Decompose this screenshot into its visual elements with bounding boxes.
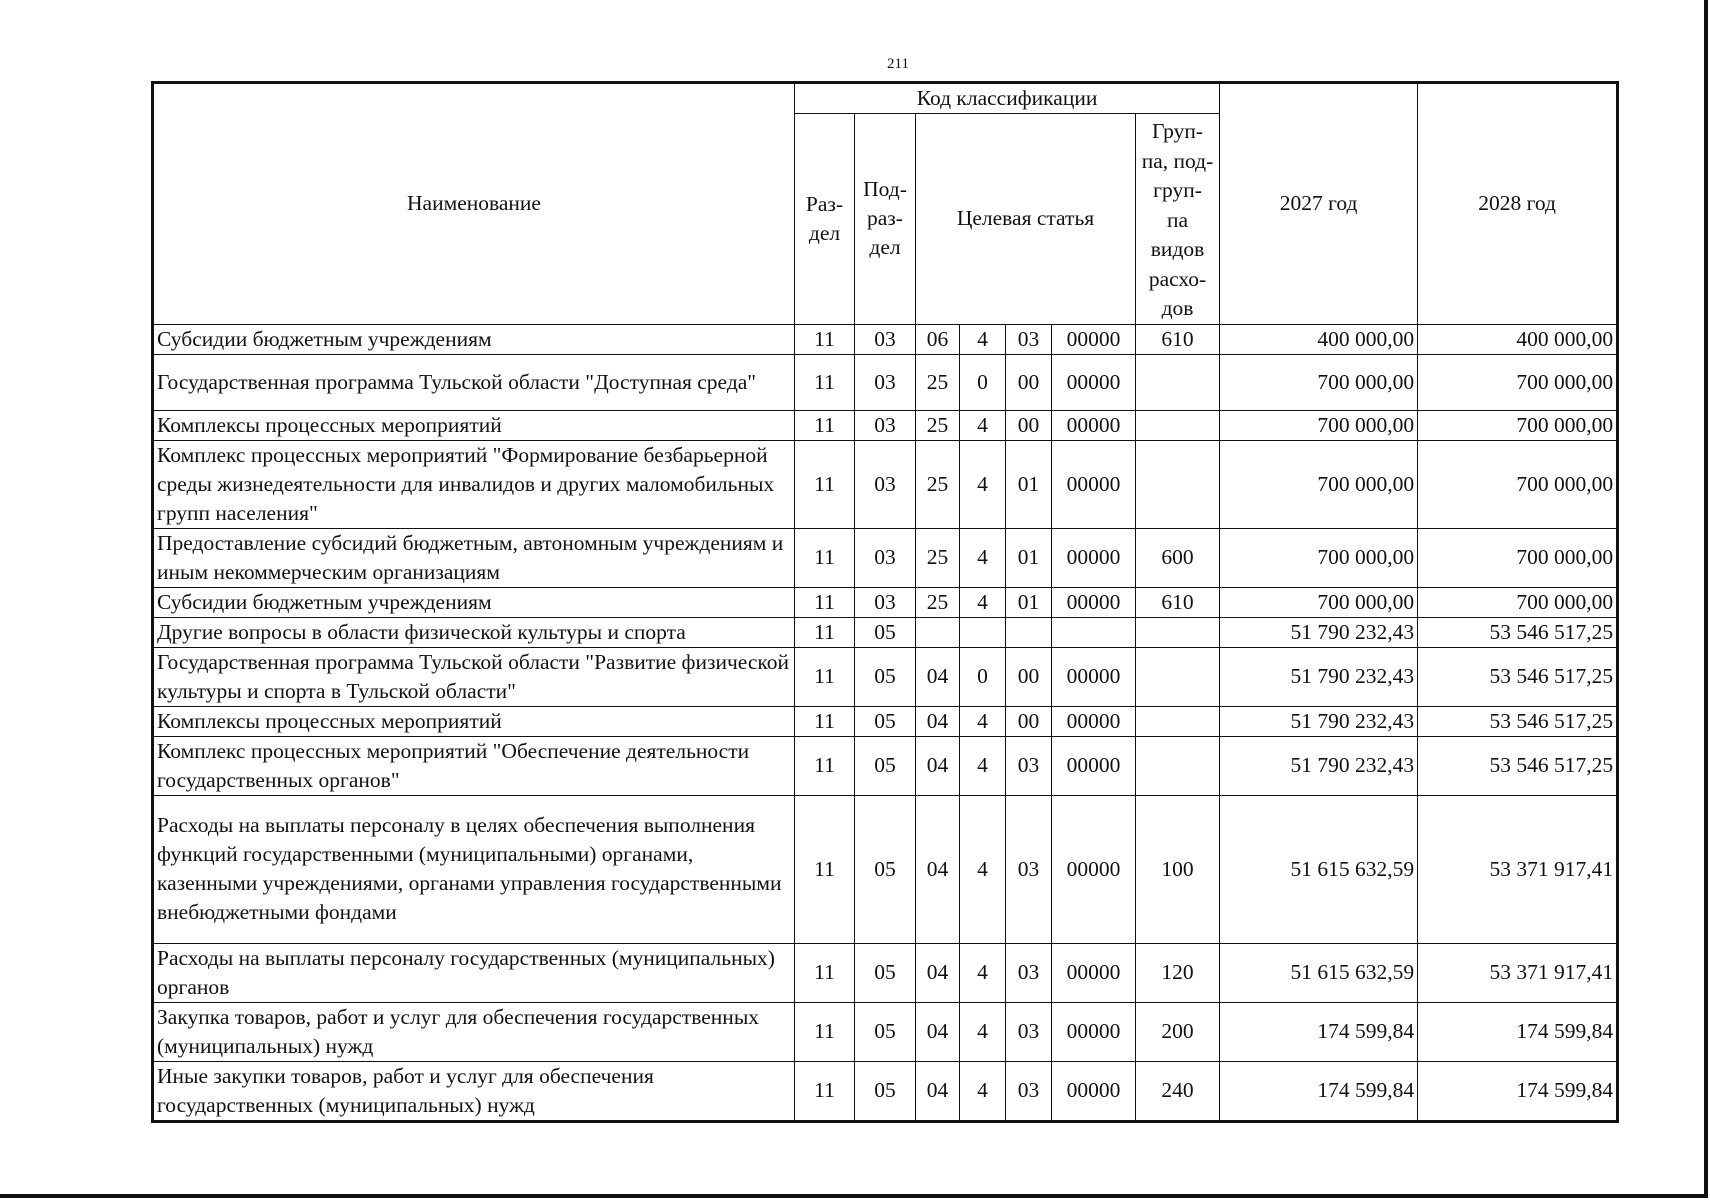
- row-target-program: 06: [916, 324, 960, 354]
- row-section: 11: [795, 410, 855, 440]
- header-code-classification: Код классификации: [795, 83, 1220, 114]
- row-target-direction: 00000: [1052, 410, 1136, 440]
- row-amount-2027: 174 599,84: [1220, 1002, 1418, 1061]
- row-name: Комплекс процессных мероприятий "Обеспечение деятельности государственных органов": [153, 736, 795, 795]
- row-amount-2028: 53 371 917,41: [1418, 943, 1618, 1002]
- row-name: Расходы на выплаты персоналу государственных (муниципальных) органов: [153, 943, 795, 1002]
- row-target-complex: 03: [1006, 795, 1052, 943]
- header-target-article: Целевая статья: [916, 114, 1136, 325]
- row-amount-2027: 700 000,00: [1220, 354, 1418, 410]
- row-subsection: 05: [855, 1061, 916, 1121]
- row-target-program: 04: [916, 795, 960, 943]
- row-subsection: 05: [855, 1002, 916, 1061]
- row-amount-2028: 700 000,00: [1418, 410, 1618, 440]
- budget-table: [151, 81, 1619, 1123]
- page-number: 211: [887, 56, 909, 72]
- row-target-direction: 00000: [1052, 943, 1136, 1002]
- row-name: Государственная программа Тульской области "Доступная среда": [153, 354, 795, 410]
- header-expense-group: Груп- па, под- груп- па видов расхо- дов: [1136, 114, 1220, 325]
- row-target-type: 4: [960, 587, 1006, 617]
- table-row: [153, 354, 1618, 410]
- table-row: [153, 943, 1618, 1002]
- header-subsection: Под- раз- дел: [855, 114, 916, 325]
- row-target-program: 04: [916, 943, 960, 1002]
- row-amount-2028: 53 546 517,25: [1418, 647, 1618, 706]
- row-section: 11: [795, 617, 855, 647]
- table-row: [153, 647, 1618, 706]
- row-name: Субсидии бюджетным учреждениям: [153, 587, 795, 617]
- row-target-complex: 00: [1006, 647, 1052, 706]
- row-target-type: 0: [960, 354, 1006, 410]
- row-amount-2028: 53 371 917,41: [1418, 795, 1618, 943]
- row-amount-2028: 400 000,00: [1418, 324, 1618, 354]
- row-target-direction: 00000: [1052, 647, 1136, 706]
- row-target-program: 04: [916, 1061, 960, 1121]
- row-target-complex: 01: [1006, 440, 1052, 528]
- row-amount-2027: 51 790 232,43: [1220, 617, 1418, 647]
- row-amount-2027: 51 790 232,43: [1220, 736, 1418, 795]
- table-row: [153, 324, 1618, 354]
- row-expense-group: 610: [1136, 324, 1220, 354]
- row-target-direction: [1052, 617, 1136, 647]
- row-subsection: 03: [855, 324, 916, 354]
- row-amount-2027: 51 615 632,59: [1220, 943, 1418, 1002]
- row-target-complex: 00: [1006, 354, 1052, 410]
- table-row: [153, 440, 1618, 528]
- row-amount-2027: 400 000,00: [1220, 324, 1418, 354]
- row-expense-group: 610: [1136, 587, 1220, 617]
- row-amount-2028: 53 546 517,25: [1418, 706, 1618, 736]
- row-section: 11: [795, 736, 855, 795]
- row-name: Комплексы процессных мероприятий: [153, 706, 795, 736]
- row-amount-2027: 700 000,00: [1220, 587, 1418, 617]
- row-subsection: 05: [855, 736, 916, 795]
- row-target-type: 4: [960, 795, 1006, 943]
- row-target-type: 4: [960, 736, 1006, 795]
- row-target-program: 04: [916, 736, 960, 795]
- row-target-complex: 00: [1006, 410, 1052, 440]
- row-target-direction: 00000: [1052, 795, 1136, 943]
- row-subsection: 05: [855, 706, 916, 736]
- row-section: 11: [795, 587, 855, 617]
- row-expense-group: 120: [1136, 943, 1220, 1002]
- row-expense-group: [1136, 736, 1220, 795]
- row-target-direction: 00000: [1052, 528, 1136, 587]
- row-section: 11: [795, 1061, 855, 1121]
- row-amount-2027: 174 599,84: [1220, 1061, 1418, 1121]
- row-expense-group: [1136, 706, 1220, 736]
- row-name: Предоставление субсидий бюджетным, автономным учреждениям и иным некоммерческим организациям: [153, 528, 795, 587]
- row-target-type: [960, 617, 1006, 647]
- row-target-program: 04: [916, 647, 960, 706]
- row-amount-2028: 174 599,84: [1418, 1061, 1618, 1121]
- row-target-type: 4: [960, 943, 1006, 1002]
- row-section: 11: [795, 440, 855, 528]
- row-subsection: 05: [855, 617, 916, 647]
- row-target-complex: 01: [1006, 528, 1052, 587]
- row-target-type: 4: [960, 1061, 1006, 1121]
- row-target-direction: 00000: [1052, 354, 1136, 410]
- table-row: [153, 410, 1618, 440]
- row-section: 11: [795, 354, 855, 410]
- table-row: [153, 1061, 1618, 1121]
- header-section: Раз- дел: [795, 114, 855, 325]
- row-amount-2027: 51 615 632,59: [1220, 795, 1418, 943]
- row-expense-group: 240: [1136, 1061, 1220, 1121]
- row-target-complex: 01: [1006, 587, 1052, 617]
- row-section: 11: [795, 1002, 855, 1061]
- row-expense-group: 600: [1136, 528, 1220, 587]
- row-amount-2028: 174 599,84: [1418, 1002, 1618, 1061]
- row-subsection: 03: [855, 587, 916, 617]
- row-target-direction: 00000: [1052, 440, 1136, 528]
- row-target-program: 25: [916, 440, 960, 528]
- header-year-2028: 2028 год: [1418, 83, 1618, 325]
- row-target-direction: 00000: [1052, 324, 1136, 354]
- row-target-direction: 00000: [1052, 1002, 1136, 1061]
- row-amount-2028: 700 000,00: [1418, 354, 1618, 410]
- row-target-direction: 00000: [1052, 1061, 1136, 1121]
- row-amount-2027: 51 790 232,43: [1220, 706, 1418, 736]
- row-expense-group: [1136, 617, 1220, 647]
- row-amount-2028: 700 000,00: [1418, 528, 1618, 587]
- row-name: Расходы на выплаты персоналу в целях обеспечения выполнения функций государственными (муниципальными) органами, казенными учреждениями, органами управления государственными внебюджетными фондами: [153, 795, 795, 943]
- row-name: Комплексы процессных мероприятий: [153, 410, 795, 440]
- row-target-complex: 03: [1006, 324, 1052, 354]
- row-subsection: 05: [855, 795, 916, 943]
- row-target-complex: 03: [1006, 1002, 1052, 1061]
- row-expense-group: [1136, 440, 1220, 528]
- row-target-complex: 03: [1006, 1061, 1052, 1121]
- row-target-type: 4: [960, 324, 1006, 354]
- row-target-type: 4: [960, 528, 1006, 587]
- row-target-program: 25: [916, 587, 960, 617]
- row-expense-group: [1136, 410, 1220, 440]
- row-section: 11: [795, 647, 855, 706]
- row-expense-group: 200: [1136, 1002, 1220, 1061]
- row-target-program: 04: [916, 706, 960, 736]
- row-target-type: 4: [960, 1002, 1006, 1061]
- table-body: [153, 324, 1618, 1121]
- row-subsection: 03: [855, 440, 916, 528]
- header-year-2027: 2027 год: [1220, 83, 1418, 325]
- row-target-direction: 00000: [1052, 706, 1136, 736]
- row-expense-group: [1136, 647, 1220, 706]
- row-subsection: 03: [855, 410, 916, 440]
- row-section: 11: [795, 324, 855, 354]
- table-row: [153, 736, 1618, 795]
- row-subsection: 03: [855, 354, 916, 410]
- table-row: [153, 587, 1618, 617]
- row-target-complex: 03: [1006, 943, 1052, 1002]
- row-target-program: 25: [916, 410, 960, 440]
- table-row: [153, 528, 1618, 587]
- row-name: Иные закупки товаров, работ и услуг для обеспечения государственных (муниципальных) нужд: [153, 1061, 795, 1121]
- row-section: 11: [795, 943, 855, 1002]
- table-row: [153, 795, 1618, 943]
- row-amount-2027: 700 000,00: [1220, 440, 1418, 528]
- row-target-program: [916, 617, 960, 647]
- row-target-program: 25: [916, 528, 960, 587]
- row-subsection: 05: [855, 647, 916, 706]
- row-name: Закупка товаров, работ и услуг для обеспечения государственных (муниципальных) нужд: [153, 1002, 795, 1061]
- row-target-type: 4: [960, 706, 1006, 736]
- table-row: [153, 617, 1618, 647]
- row-section: 11: [795, 528, 855, 587]
- row-target-program: 04: [916, 1002, 960, 1061]
- header-name: Наименование: [153, 83, 795, 325]
- row-section: 11: [795, 706, 855, 736]
- row-amount-2028: 700 000,00: [1418, 440, 1618, 528]
- table-row: [153, 1002, 1618, 1061]
- row-amount-2028: 53 546 517,25: [1418, 617, 1618, 647]
- row-name: Другие вопросы в области физической культуры и спорта: [153, 617, 795, 647]
- row-name: Комплекс процессных мероприятий "Формирование безбарьерной среды жизнедеятельности для инвалидов и других маломобильных групп населения": [153, 440, 795, 528]
- row-target-direction: 00000: [1052, 587, 1136, 617]
- table-row: [153, 706, 1618, 736]
- row-target-program: 25: [916, 354, 960, 410]
- row-target-complex: 00: [1006, 706, 1052, 736]
- row-amount-2027: 700 000,00: [1220, 410, 1418, 440]
- row-amount-2027: 51 790 232,43: [1220, 647, 1418, 706]
- row-expense-group: 100: [1136, 795, 1220, 943]
- row-name: Государственная программа Тульской области "Развитие физической культуры и спорта в Тульской области": [153, 647, 795, 706]
- row-subsection: 05: [855, 943, 916, 1002]
- row-target-type: 4: [960, 410, 1006, 440]
- row-amount-2028: 53 546 517,25: [1418, 736, 1618, 795]
- row-amount-2028: 700 000,00: [1418, 587, 1618, 617]
- row-target-type: 0: [960, 647, 1006, 706]
- row-subsection: 03: [855, 528, 916, 587]
- row-name: Субсидии бюджетным учреждениям: [153, 324, 795, 354]
- row-expense-group: [1136, 354, 1220, 410]
- row-target-direction: 00000: [1052, 736, 1136, 795]
- row-target-complex: 03: [1006, 736, 1052, 795]
- row-target-type: 4: [960, 440, 1006, 528]
- row-target-complex: [1006, 617, 1052, 647]
- row-section: 11: [795, 795, 855, 943]
- row-amount-2027: 700 000,00: [1220, 528, 1418, 587]
